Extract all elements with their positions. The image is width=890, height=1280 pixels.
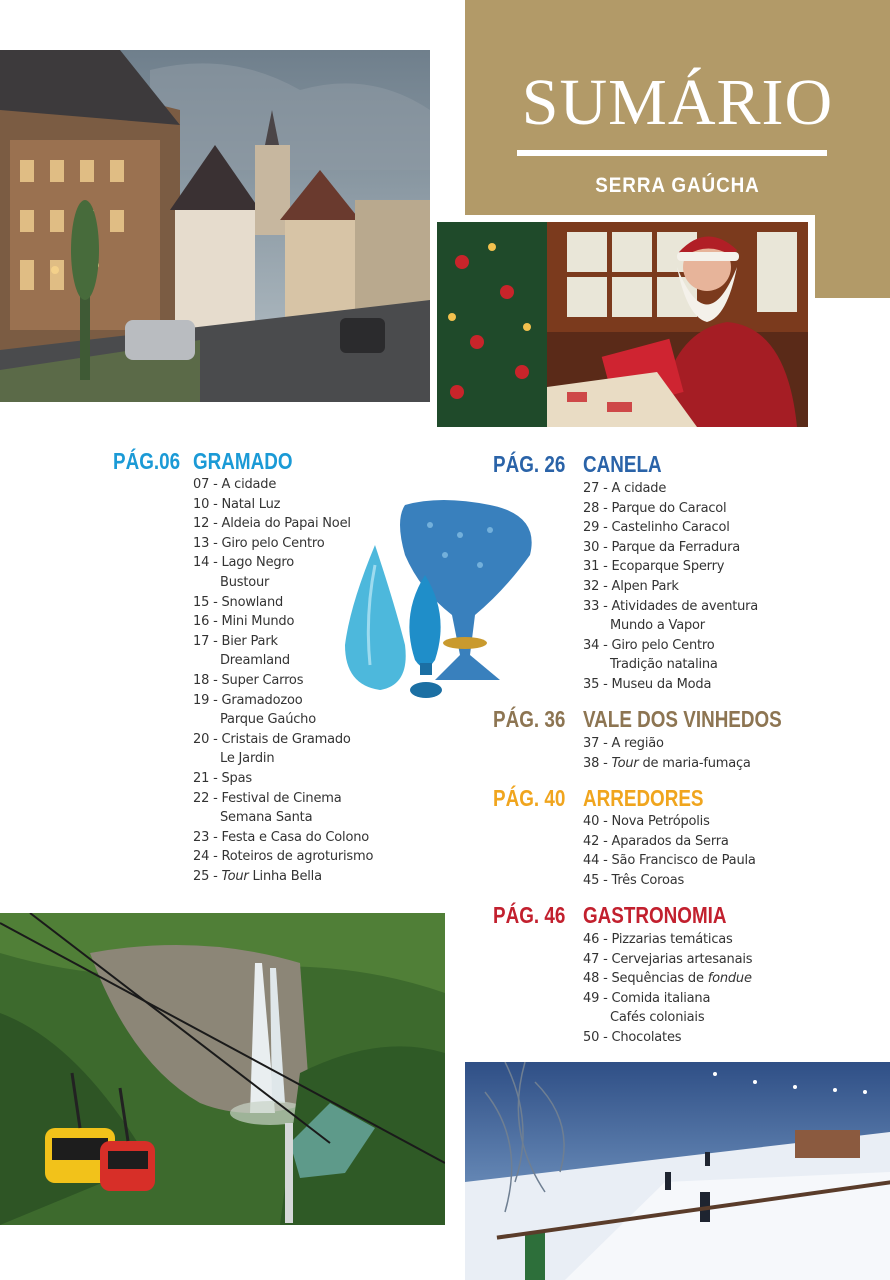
list-item: 38 - Tour de maria-fumaça <box>583 755 751 771</box>
list-item: Semana Santa <box>220 810 313 826</box>
list-item: 49 - Comida italiana <box>583 990 711 1006</box>
list-item: Mundo a Vapor <box>610 618 705 634</box>
gramado-items-list <box>193 475 373 886</box>
vale-page-number: PÁG. 36 <box>493 706 566 732</box>
list-item: 47 - Cervejarias artesanais <box>583 951 753 967</box>
list-item: 29 - Castelinho Caracol <box>583 520 730 536</box>
arredores-items-list <box>583 812 756 890</box>
list-item: 18 - Super Carros <box>193 672 304 688</box>
vale-title: VALE DOS VINHEDOS <box>583 706 782 732</box>
arredores-title: ARREDORES <box>583 785 704 811</box>
list-item: 46 - Pizzarias temáticas <box>583 932 733 947</box>
list-item: 14 - Lago Negro <box>193 555 295 571</box>
gramado-street-photo <box>0 50 430 402</box>
list-item: Tradição natalina <box>610 657 718 673</box>
caracol-waterfall-photo <box>0 913 445 1225</box>
list-item: Parque Gaúcho <box>220 712 316 728</box>
list-item: 42 - Aparados da Serra <box>583 833 729 849</box>
title-underline <box>517 150 827 156</box>
canela-title: CANELA <box>583 451 662 477</box>
list-item: 16 - Mini Mundo <box>193 614 295 630</box>
list-item: 20 - Cristais de Gramado <box>193 731 351 747</box>
list-item: Cafés coloniais <box>610 1010 705 1026</box>
list-item: 25 - Tour Linha Bella <box>193 868 322 884</box>
list-item: Le Jardin <box>220 751 275 767</box>
list-item: 45 - Três Coroas <box>583 872 685 888</box>
gramado-page-number: PÁG.06 <box>113 448 181 474</box>
list-item: 37 - A região <box>583 736 664 751</box>
list-item: 23 - Festa e Casa do Colono <box>193 829 370 845</box>
list-item: 28 - Parque do Caracol <box>583 500 727 516</box>
list-item: 44 - São Francisco de Paula <box>583 853 756 869</box>
gastronomia-items-list <box>583 930 752 1048</box>
snowland-photo <box>465 1062 890 1280</box>
gastronomia-page-number: PÁG. 46 <box>493 902 566 928</box>
canela-items-list <box>583 479 758 695</box>
list-item: Bustour <box>220 574 270 590</box>
list-item: 31 - Ecoparque Sperry <box>583 559 725 575</box>
list-item: 17 - Bier Park <box>193 633 278 649</box>
page-title: SUMÁRIO <box>521 66 834 139</box>
list-item: 07 - A cidade <box>193 477 277 492</box>
list-item: 22 - Festival de Cinema <box>193 790 342 806</box>
list-item: 40 - Nova Petrópolis <box>583 814 710 829</box>
list-item: 50 - Chocolates <box>583 1029 682 1045</box>
arredores-page-number: PÁG. 40 <box>493 785 566 811</box>
page-subtitle: SERRA GAÚCHA <box>595 174 760 197</box>
list-item: Dreamland <box>220 653 290 669</box>
list-item: 35 - Museu da Moda <box>583 676 712 692</box>
list-item: 15 - Snowland <box>193 594 284 610</box>
list-item: 24 - Roteiros de agroturismo <box>193 849 374 865</box>
santa-claus-photo <box>437 222 808 427</box>
list-item: 32 - Alpen Park <box>583 578 679 594</box>
list-item: 33 - Atividades de aventura <box>583 598 759 614</box>
vale-items-list <box>583 734 751 773</box>
list-item: 30 - Parque da Ferradura <box>583 539 741 555</box>
gramado-title: GRAMADO <box>193 448 293 474</box>
canela-page-number: PÁG. 26 <box>493 451 566 477</box>
list-item: 12 - Aldeia do Papai Noel <box>193 516 351 532</box>
list-item: 27 - A cidade <box>583 481 667 496</box>
gastronomia-title: GASTRONOMIA <box>583 902 727 928</box>
list-item: 48 - Sequências de fondue <box>583 971 752 987</box>
list-item: 34 - Giro pelo Centro <box>583 637 715 653</box>
list-item: 13 - Giro pelo Centro <box>193 535 325 551</box>
list-item: 21 - Spas <box>193 770 252 786</box>
list-item: 19 - Gramadozoo <box>193 692 303 708</box>
list-item: 10 - Natal Luz <box>193 496 281 512</box>
